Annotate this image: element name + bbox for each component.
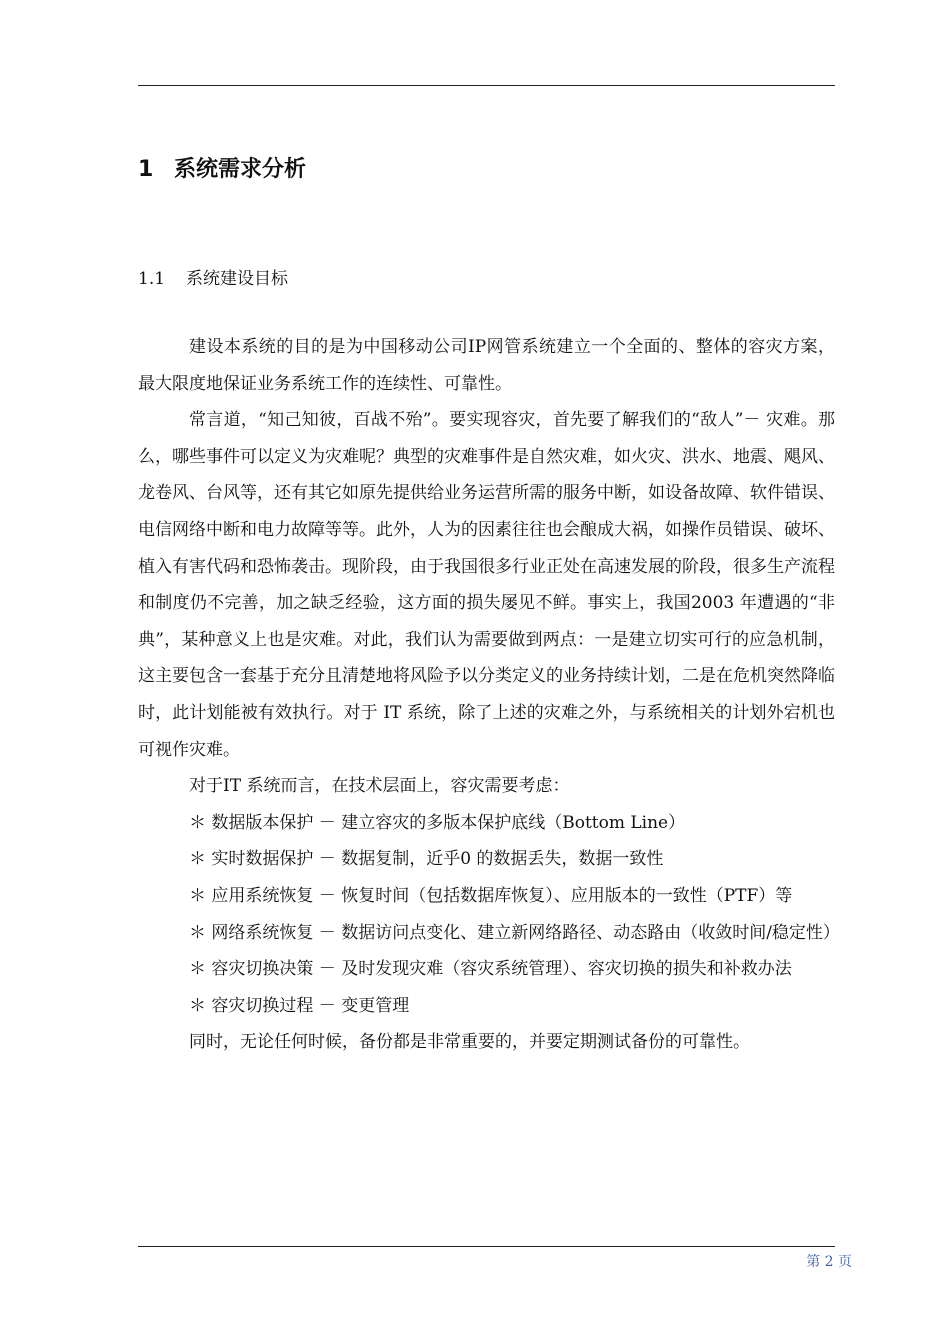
list-item: ＊ 网络系统恢复 － 数据访问点变化、建立新网络路径、动态路由（收敛时间/稳定性）: [189, 922, 840, 943]
paragraph-purpose: 建设本系统的目的是为中国移动公司IP网管系统建立一个全面的、整体的容灾方案，最大限度地保证业务系统工作的连续性、可靠性。: [138, 337, 835, 394]
list-item: ＊ 实时数据保护 － 数据复制，近乎0 的数据丢失，数据一致性: [189, 849, 664, 870]
section-heading: [138, 155, 306, 185]
page-number: 第 2 页: [806, 1254, 852, 1270]
footer-rule: [138, 1246, 835, 1247]
list-item: ＊ 容灾切换决策 － 及时发现灾难（容灾系统管理）、容灾切换的损失和补救办法: [189, 959, 792, 980]
list-item: ＊ 应用系统恢复 － 恢复时间（包括数据库恢复）、应用版本的一致性（PTF）等: [189, 885, 793, 906]
subsection-number: 1.1: [138, 269, 166, 289]
section-number: 1: [138, 157, 154, 182]
paragraph-backup: 同时，无论任何时候，备份都是非常重要的，并要定期测试备份的可靠性。: [189, 1032, 750, 1053]
list-item: ＊ 容灾切换过程 － 变更管理: [189, 995, 410, 1016]
paragraph-it-considerations: 对于IT 系统而言，在技术层面上，容灾需要考虑：: [189, 776, 570, 797]
subsection-title: 系统建设目标: [186, 269, 288, 289]
body-text: [138, 329, 840, 1061]
subsection-heading: [138, 266, 288, 292]
paragraph-disasters: 常言道，“知己知彼，百战不殆”。要实现容灾，首先要了解我们的“敌人”－ 灾难。那么，哪些事件可以定义为灾难呢？典型的灾难事件是自然灾难，如火灾、洪水、地震、飓风、龙卷风、台风等，还有其它如原先提供给业务运营所需的服务中断，如设备故障、软件错误、电信网络中断和电力故障等等。此外，人为的因素往往也会酿成大祸，如操作员错误、破坏、植入有害代码和恐怖袭击。现阶段，由于我国很多行业正处在高速发展的阶段，很多生产流程和制度仍不完善，加之缺乏经验，这方面的损失屡见不鲜。事实上，我国2003 年遭遇的“非典”，某种意义上也是灾难。对此，我们认为需要做到两点：一是建立切实可行的应急机制，这主要包含一套基于充分且清楚地将风险予以分类定义的业务持续计划，二是在危机突然降临时，此计划能被有效执行。对于 IT 系统，除了上述的灾难之外，与系统相关的计划外宕机也可视作灾难。: [138, 410, 835, 760]
list-item: ＊ 数据版本保护 － 建立容灾的多版本保护底线（Bottom Line）: [189, 812, 686, 833]
header-rule: [138, 85, 835, 86]
section-title: 系统需求分析: [174, 157, 307, 182]
